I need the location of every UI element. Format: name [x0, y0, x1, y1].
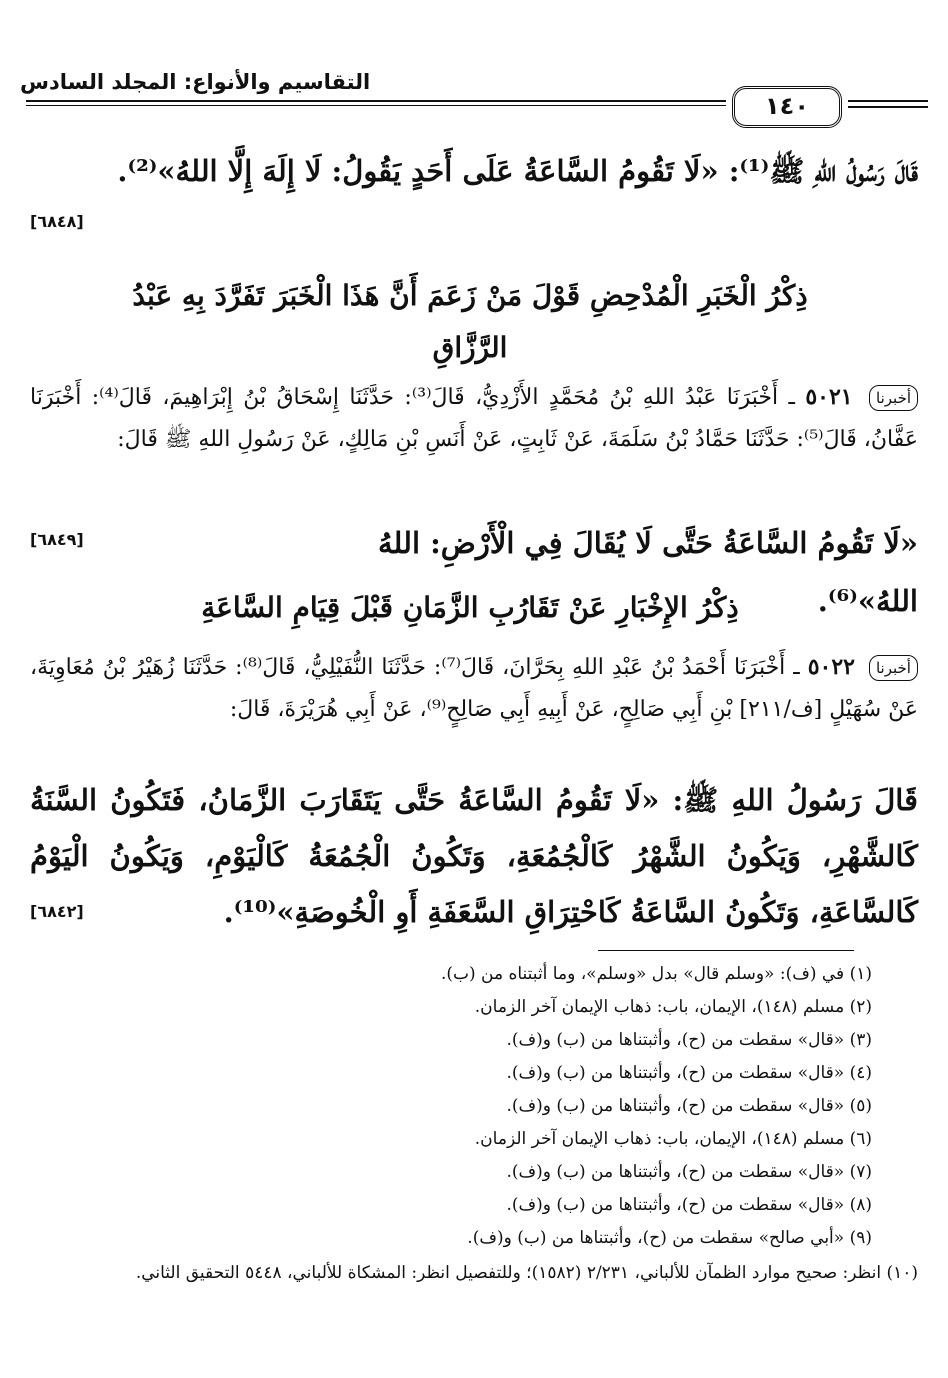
page-number: ١٤٠ — [732, 86, 842, 128]
akhbarana-badge: أخبرنا — [869, 655, 918, 681]
header-dash — [848, 100, 928, 102]
hadith-5021-text: «لَا تَقُومُ السَّاعَةُ حَتَّى لَا يُقَالَ فِي الْأَرْضِ: اللهُ اللهُ»⁽⁶⁾. — [377, 526, 918, 618]
header-dash-2 — [848, 106, 928, 108]
header-rule-thin — [26, 105, 726, 106]
header-rule — [26, 100, 726, 102]
hadith-text-top: قَالَ رَسُولُ اللهِ ﷺ⁽¹⁾: «لَا تَقُومُ السَّاعَةُ عَلَى أَحَدٍ يَقُولُ: لَا إِلَهَ إِلَّا اللهُ»⁽²⁾. — [117, 154, 918, 188]
footnote: (٢) مسلم (١٤٨)، الإيمان، باب: ذهاب الإيمان آخر الزمان. — [474, 997, 872, 1017]
hadith-5022-text: قَالَ رَسُولُ اللهِ ﷺ: «لَا تَقُومُ السَّاعَةُ حَتَّى يَتَقَارَبَ الزَّمَانُ، فَتَكُونُ السَّنَةُ كَالشَّهْرِ، وَيَكُونُ الشَّهْرُ كَالْجُمُعَةِ، وَتَكُونُ الْجُمُعَةُ كَالْيَوْمِ، وَيَكُونُ الْيَوْمُ كَالسَّاعَةِ، وَتَكُونُ السَّاعَةُ كَاحْتِرَاقِ السَّعَفَةِ أَوِ الْخُوصَةِ»⁽¹⁰⁾. — [30, 783, 918, 929]
footnote: (٣) «قال» سقطت من (ح)، وأثبتناها من (ب) و(ف). — [506, 1030, 872, 1050]
footnote-10: (١٠) انظر: صحيح موارد الظمآن للألباني، ٢/٢٣١ (١٥٨٢)؛ وللتفصيل انظر: المشكاة للألباني، ٥٤٤٨ التحقيق الثاني. — [135, 1263, 918, 1283]
hadith-reference-6842: [٦٨٤٢] — [30, 902, 84, 921]
footnote-separator — [598, 950, 854, 951]
hadith-5021-narration — [30, 376, 918, 461]
page-header — [20, 68, 930, 128]
akhbarana-badge: أخبرنا — [869, 385, 918, 411]
chapter-heading-1: ذِكْرُ الْخَبَرِ الْمُدْحِضِ قَوْلَ مَنْ زَعَمَ أَنَّ هَذَا الْخَبَرَ تَفَرَّدَ بِهِ عَبْدُ الرَّزَّاقِ — [132, 279, 808, 364]
isnad-text: ـ أَخْبَرَنَا عَبْدُ اللهِ بْنُ مُحَمَّدٍ الأَزْدِيُّ، قَالَ⁽³⁾: حَدَّثَنَا إِسْحَاقُ بْنُ إِبْرَاهِيمَ، قَالَ⁽⁴⁾: أَخْبَرَنَا عَفَّانُ، قَالَ⁽⁵⁾: حَدَّثَنَا حَمَّادُ بْنُ سَلَمَةَ، عَنْ ثَابِتٍ، عَنْ أَنَسِ بْنِ مَالِكٍ، عَنْ رَسُولِ اللهِ ﷺ قَالَ: — [30, 385, 918, 452]
hadith-5022-narration — [30, 646, 918, 731]
hadith-number: ٥٠٢١ — [805, 384, 853, 410]
chapter-heading-2: ذِكْرُ الإِخْبَارِ عَنْ تَقَارُبِ الزَّمَانِ قَبْلَ قِيَامِ السَّاعَةِ — [201, 591, 739, 624]
footnotes — [30, 958, 872, 1255]
footnote: (٥) «قال» سقطت من (ح)، وأثبتناها من (ب) و(ف). — [506, 1096, 872, 1116]
footnote: (٩) «أبي صالح» سقطت من (ح)، وأثبتناها من (ب) و(ف). — [467, 1228, 872, 1248]
footnote: (٧) «قال» سقطت من (ح)، وأثبتناها من (ب) و(ف). — [506, 1162, 872, 1182]
hadith-reference-6849: [٦٨٤٩] — [30, 530, 84, 549]
footnote: (٦) مسلم (١٤٨)، الإيمان، باب: ذهاب الإيمان آخر الزمان. — [474, 1129, 872, 1149]
footnote: (٤) «قال» سقطت من (ح)، وأثبتناها من (ب) و(ف). — [506, 1063, 872, 1083]
hadith-number: ٥٠٢٢ — [807, 654, 855, 680]
hadith-reference-6848: [٦٨٤٨] — [30, 212, 84, 231]
running-title: التقاسيم والأنواع: المجلد السادس — [20, 70, 371, 94]
isnad-text: ـ أَخْبَرَنَا أَحْمَدُ بْنُ عَبْدِ اللهِ بِحَرَّانَ، قَالَ⁽⁷⁾: حَدَّثَنَا النُّفَيْلِيُّ، قَالَ⁽⁸⁾: حَدَّثَنَا زُهَيْرُ بْنُ مُعَاوِيَةَ، عَنْ سُهَيْلٍ [ف/٢١١] بْنِ أَبِي صَالِحٍ، عَنْ أَبِيهِ أَبِي صَالِحٍ⁽⁹⁾، عَنْ أَبِي هُرَيْرَةَ، قَالَ: — [30, 655, 918, 722]
footnote: (٨) «قال» سقطت من (ح)، وأثبتناها من (ب) و(ف). — [506, 1195, 872, 1215]
footnote: (١) في (ف): «وسلم قال» بدل «وسلم»، وما أثبتناه من (ب). — [440, 964, 872, 984]
